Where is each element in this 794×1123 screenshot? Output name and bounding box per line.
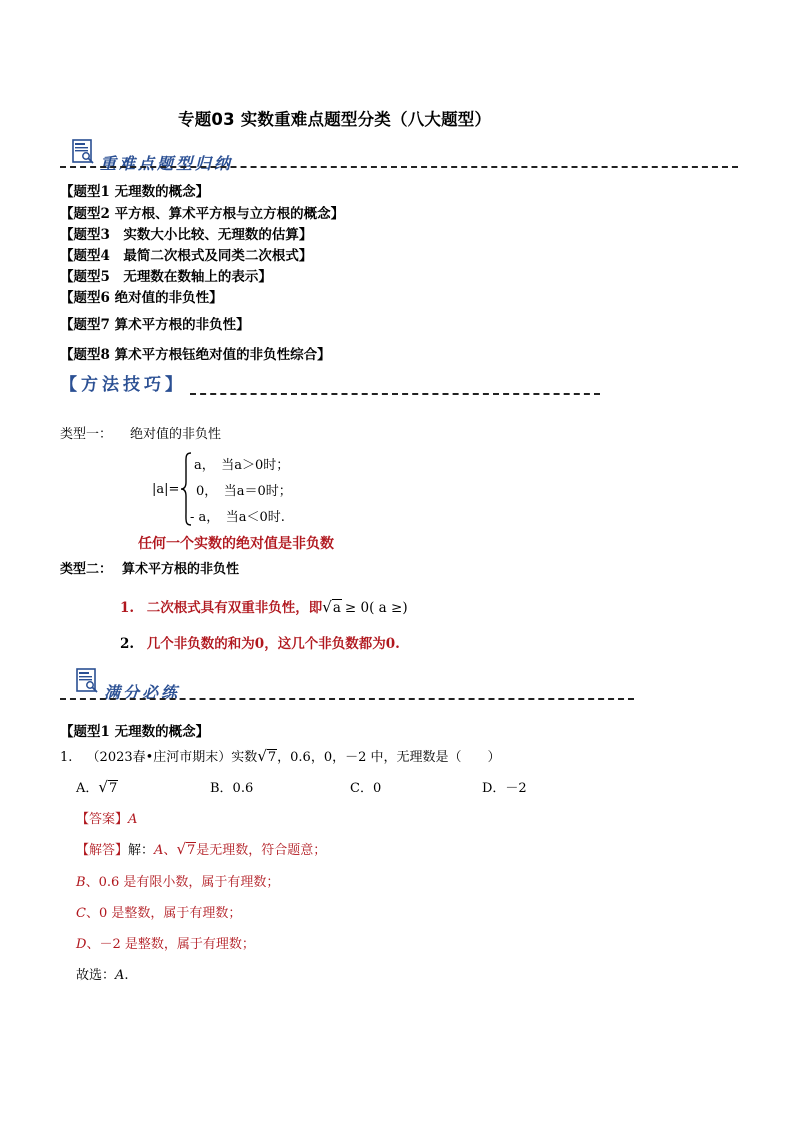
- methods-divider: [190, 393, 600, 395]
- document-search-icon: [76, 668, 100, 694]
- answer-value: A: [128, 812, 138, 827]
- conclusion-line: [76, 964, 129, 983]
- toc-item: 【题型5 无理数在数轴上的表示】: [60, 269, 272, 285]
- radicand: 7: [108, 781, 118, 796]
- radical-sign-icon: √: [98, 778, 108, 796]
- solution-separator: 、: [163, 843, 177, 858]
- type1-label: 类型一：: [60, 427, 113, 442]
- toc-item: 【题型6 绝对值的非负性】: [60, 290, 223, 306]
- sqrt-expression: [322, 598, 342, 616]
- solution-letter: A: [154, 843, 164, 858]
- solution-line-b: [76, 871, 279, 890]
- abs-value-lhs: |a|=: [152, 482, 180, 497]
- toc-item: 【题型3 实数大小比较、无理数的估算】: [60, 227, 313, 243]
- section-divider: [60, 166, 738, 168]
- option-d: D．－2: [482, 781, 527, 796]
- question-1: [60, 746, 501, 765]
- type2-title: 算术平方根的非负性: [122, 562, 240, 577]
- conclusion-lead: 故选：: [76, 968, 116, 983]
- solution-line-d: [76, 933, 255, 952]
- sqrt-expression: [176, 840, 196, 858]
- conclusion-end: .: [124, 968, 129, 983]
- toc-item: 【题型2 平方根、算术平方根与立方根的概念】: [60, 206, 345, 222]
- radical-sign-icon: √: [322, 598, 332, 616]
- toc-item: 【题型8 算术平方根钰绝对值的非负性综合】: [60, 347, 331, 363]
- section-heading-practice: 满分必练: [104, 683, 181, 702]
- document-search-icon: [72, 139, 96, 165]
- answer-label: 【答案】: [76, 812, 129, 827]
- radical-sign-icon: √: [176, 840, 186, 858]
- option-b: B．0.6: [210, 781, 254, 796]
- option-a-label: A．: [76, 781, 99, 796]
- answer-line: [76, 808, 137, 827]
- toc-item: 【题型4 最简二次根式及同类二次根式】: [60, 248, 313, 264]
- solution-lead: 解：: [128, 843, 155, 858]
- solution-letter: D: [76, 937, 87, 952]
- question-source: （2023春•庄河市期末）实数: [86, 750, 258, 765]
- section-heading-key-types: 重难点题型归纳: [100, 154, 234, 173]
- radical-sign-icon: √: [257, 747, 267, 765]
- toc-item: 【题型7 算术平方根的非负性】: [60, 317, 250, 333]
- solution-text: 、0 是整数，属于有理数；: [85, 906, 242, 921]
- point1-text: 二次根式具有双重非负性，即: [146, 600, 323, 616]
- practice-type-heading: 【题型1 无理数的概念】: [60, 724, 210, 740]
- point1-condition: ≥ 0( a ≥): [344, 600, 408, 616]
- case-zero: 0， 当a＝0时；: [196, 484, 292, 499]
- solution-text: 是无理数，符合题意；: [196, 843, 327, 858]
- type2-label: 类型二：: [60, 562, 113, 577]
- methods-heading: 【方法技巧】: [60, 375, 186, 395]
- sqrt-expression: [257, 747, 277, 765]
- solution-text: 、0.6 是有限小数，属于有理数；: [85, 875, 280, 890]
- sqrt-expression: [98, 778, 118, 796]
- radicand: a: [332, 600, 341, 616]
- solution-letter: B: [76, 875, 86, 890]
- point1-number: 1.: [120, 600, 135, 616]
- type1-title: 绝对值的非负性: [130, 427, 222, 442]
- radicand: 7: [267, 750, 277, 765]
- option-c: C．0: [350, 781, 382, 796]
- point1: [120, 596, 408, 616]
- toc-item: 【题型1 无理数的概念】: [60, 184, 210, 200]
- point2-text: 几个非负数的和为0，这几个非负数都为0.: [146, 636, 400, 652]
- point2: [120, 632, 400, 652]
- question-number: 1.: [60, 750, 73, 765]
- solution-letter: C: [76, 906, 86, 921]
- radicand: 7: [187, 843, 196, 858]
- option-a: [76, 777, 118, 796]
- solution-line-a: [76, 839, 326, 858]
- type1-note: 任何一个实数的绝对值是非负数: [138, 536, 334, 552]
- solution-text: 、－2 是整数，属于有理数；: [86, 937, 255, 952]
- question-text: ，0.6，0，－2 中，无理数是（ ）: [277, 750, 501, 765]
- page-title: 专题03 实数重难点题型分类（八大题型）: [178, 110, 492, 129]
- section-divider: [60, 698, 634, 700]
- case-negative: - a， 当a＜0时.: [190, 510, 285, 525]
- point2-number: 2.: [120, 636, 135, 652]
- case-positive: a， 当a＞0时；: [194, 458, 290, 473]
- solution-label: 【解答】: [76, 843, 129, 858]
- solution-line-c: [76, 902, 241, 921]
- conclusion-value: A: [115, 968, 125, 983]
